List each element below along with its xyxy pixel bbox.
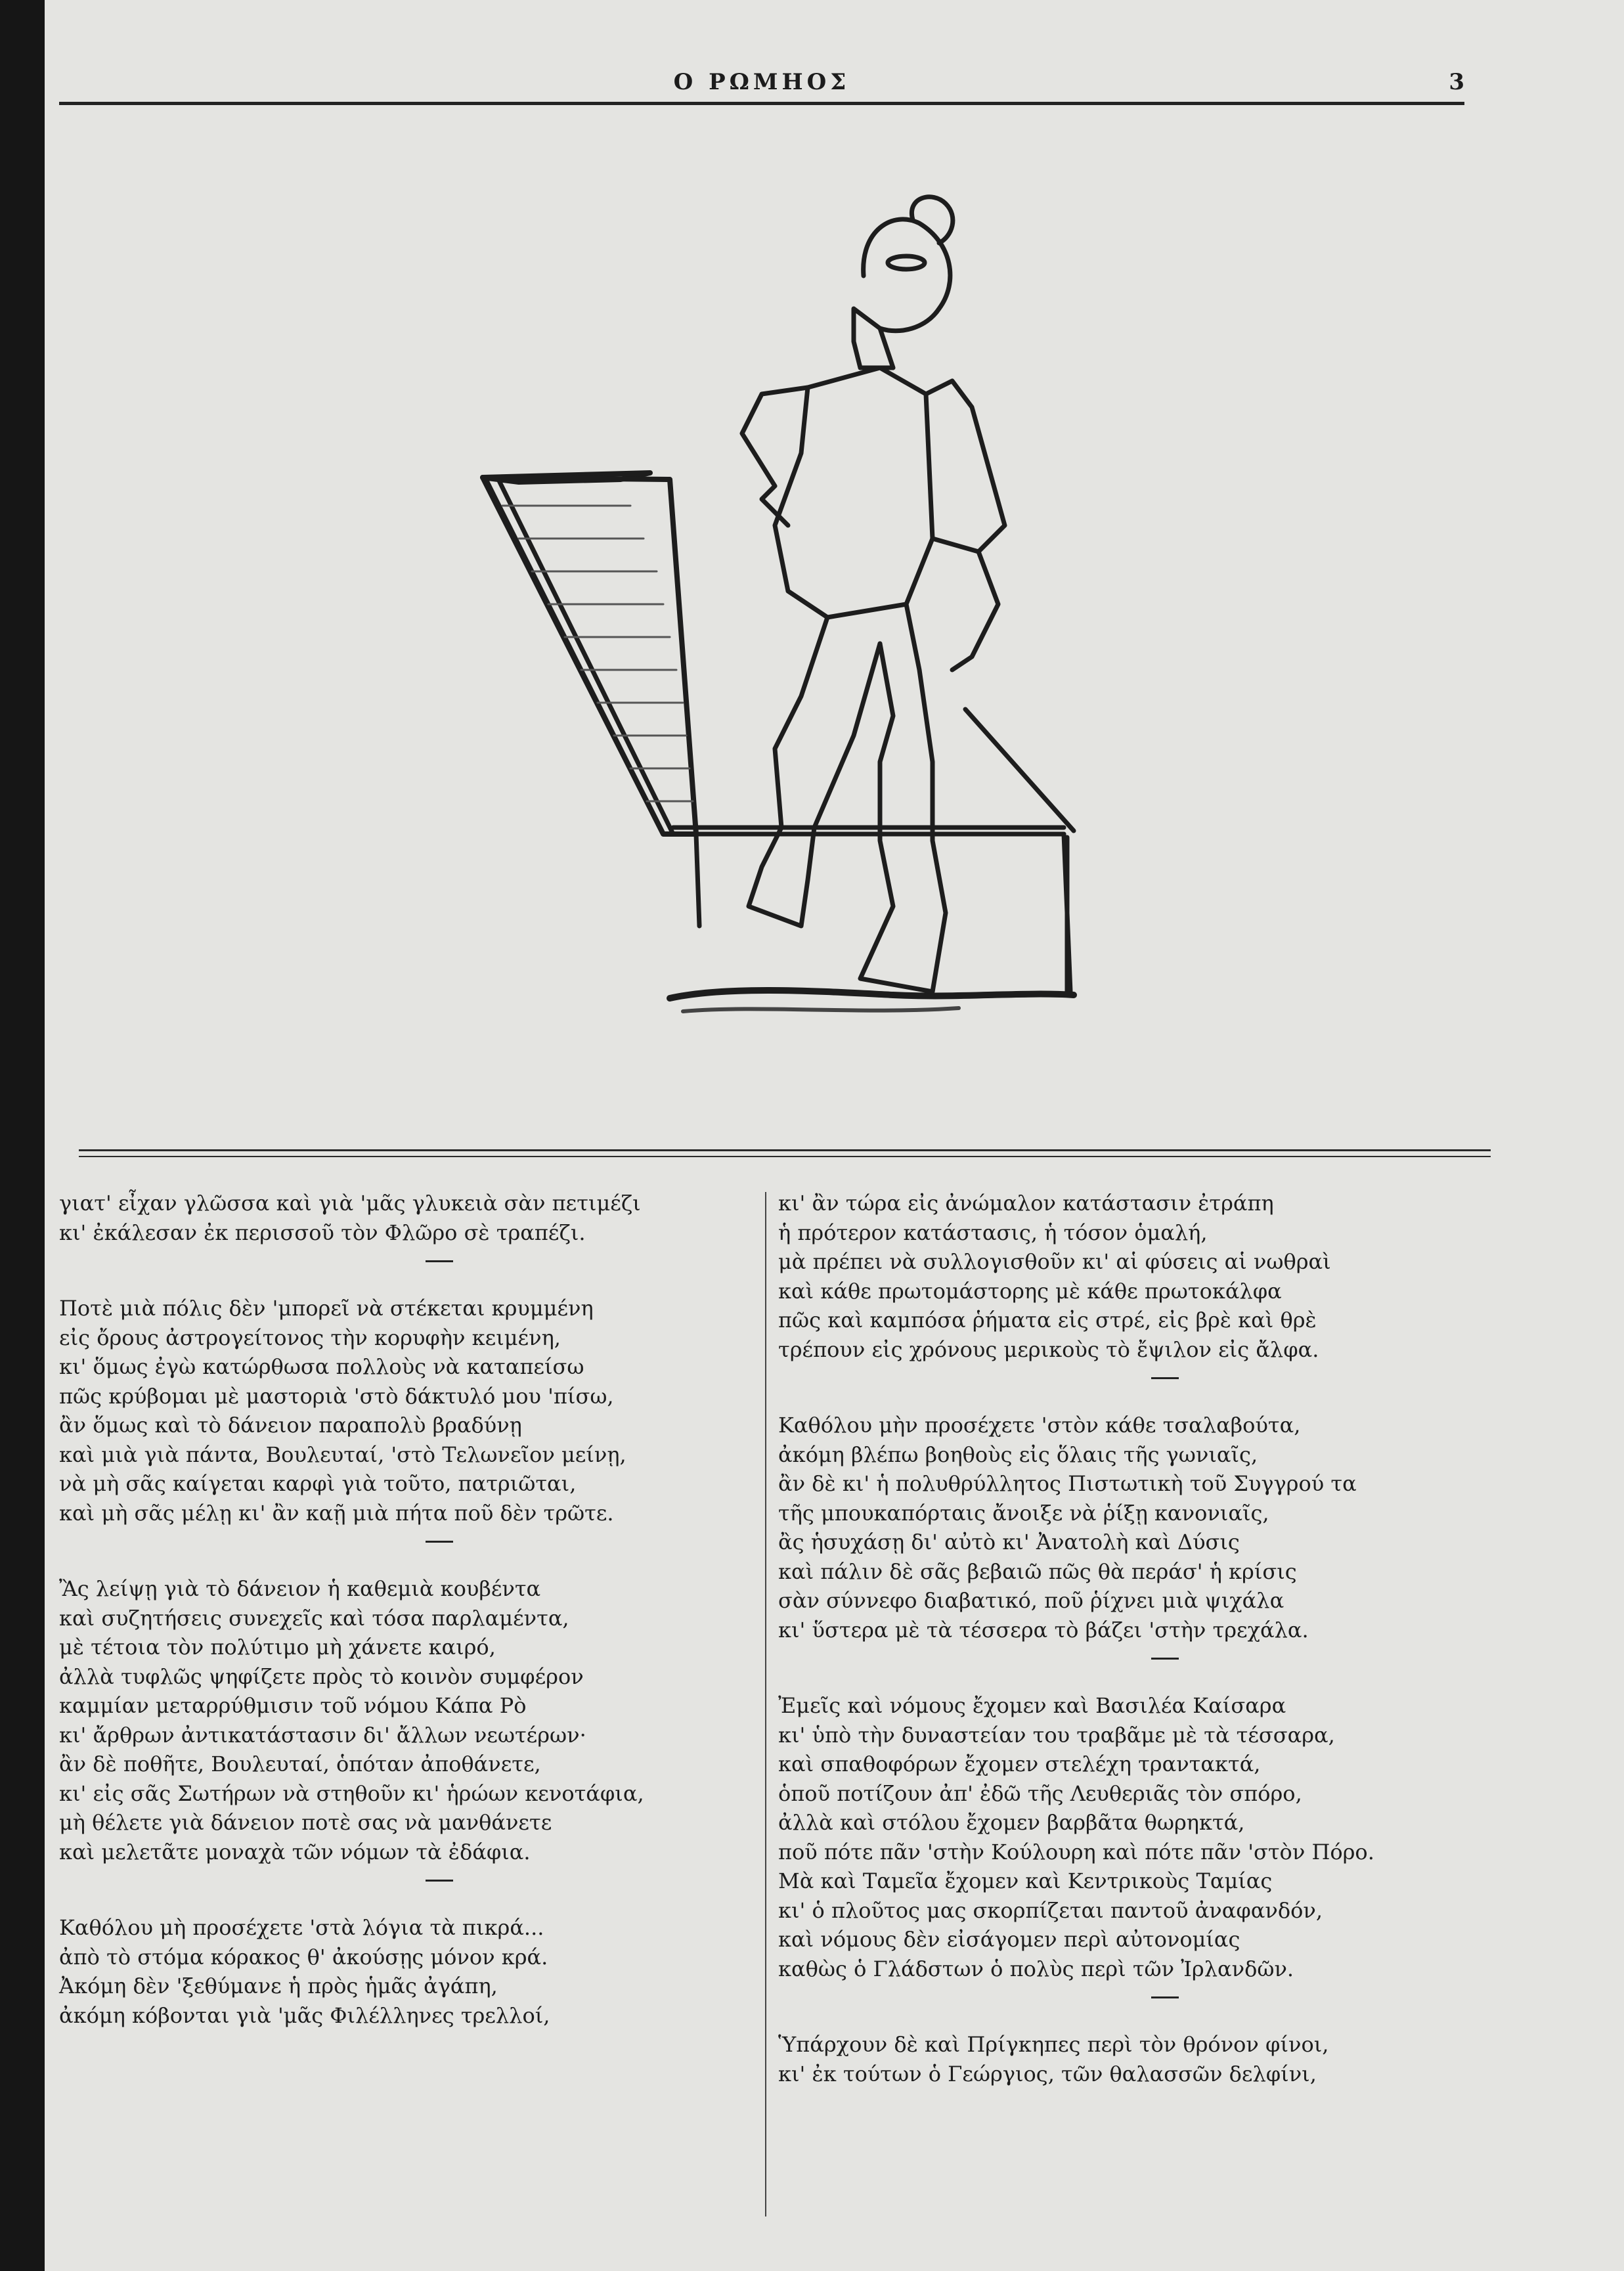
stanza <box>778 1691 1435 1983</box>
verse-line: κι' ἐκ τούτων ὁ Γεώργιος, τῶν θαλασσῶν δελφίνι, <box>778 2061 1317 2086</box>
stanza <box>59 1189 716 1247</box>
verse-line: κι' ὅμως ἐγὼ κατώρθωσα πολλοὺς νὰ καταπείσω <box>59 1354 584 1379</box>
stanza-separator <box>426 1260 453 1262</box>
verse-line: καὶ σπαθοφόρων ἔχομεν στελέχη τραντακτά, <box>778 1752 1261 1776</box>
verse-line: Ἂς λείψῃ γιὰ τὸ δάνειον ἡ καθεμιὰ κουβέντα <box>59 1576 541 1601</box>
stanza-separator <box>1151 1996 1179 1998</box>
verse-line: καὶ κάθε πρωτομάστορης μὲ κάθε πρωτοκάλφα <box>778 1278 1282 1304</box>
verse-line: ἂς ἡσυχάσῃ δι' αὐτὸ κι' Ἀνατολὴ καὶ Δύσις <box>778 1530 1240 1554</box>
verse-line: γιατ' εἶχαν γλῶσσα καὶ γιὰ 'μᾶς γλυκειὰ σὰν πετιμέζι <box>59 1191 641 1216</box>
verse-line: μὴ θέλετε γιὰ δάνειον ποτὲ σας νὰ μανθάνετε <box>59 1810 552 1835</box>
verse-line: καὶ μελετᾶτε μοναχὰ τῶν νόμων τὰ ἐδάφια. <box>59 1839 531 1864</box>
verse-line: ἀπὸ τὸ στόμα κόρακος θ' ἀκούσῃς μόνον κρά. <box>59 1944 548 1970</box>
stanza-separator <box>1151 1377 1179 1379</box>
verse-line: Καθόλου μὴ προσέχετε 'στὰ λόγια τὰ πικρά... <box>59 1915 544 1940</box>
verse-line: καὶ μιὰ γιὰ πάντα, Βουλευταί, 'στὸ Τελωνεῖον μείνῃ, <box>59 1442 626 1467</box>
verse-line: τῆς μπουκαπόρταις ἄνοιξε νὰ ῥίξῃ κανονιαῖς, <box>778 1500 1269 1526</box>
verse-line: ποῦ πότε πᾶν 'στὴν Κούλουρη καὶ πότε πᾶν 'στὸν Πόρο. <box>778 1839 1374 1864</box>
verse-line: κι' ἄρθρων ἀντικατάστασιν δι' ἄλλων νεωτέρων· <box>59 1722 586 1748</box>
verse-line: ἂν δὲ κι' ἡ πολυθρύλλητος Πιστωτικὴ τοῦ Συγγρού τα <box>778 1471 1357 1496</box>
masthead-title: Ο ΡΩΜΗΟΣ <box>673 69 850 95</box>
page-number: 3 <box>1449 69 1464 95</box>
verse-line: πῶς καὶ καμπόσα ῥήματα εἰς στρέ, εἰς βρὲ καὶ θρὲ <box>778 1308 1317 1333</box>
verse-line: καὶ νόμους δὲν εἰσάγομεν περὶ αὐτονομίας <box>778 1927 1240 1952</box>
stanza <box>59 1574 716 1866</box>
verse-line: ἀλλὰ καὶ στόλου ἔχομεν βαρβᾶτα θωρηκτά, <box>778 1810 1245 1835</box>
verse-line: Καθόλου μὴν προσέχετε 'στὸν κάθε τσαλαβούτα, <box>778 1413 1301 1438</box>
figure-drawing <box>742 197 1005 992</box>
verse-line: ἀλλὰ τυφλῶς ψηφίζετε πρὸς τὸ κοινὸν συμφέρον <box>59 1664 584 1689</box>
verse-line: νὰ μὴ σᾶς καίγεται καρφὶ γιὰ τοῦτο, πατριῶται, <box>59 1471 577 1496</box>
verse-line: κι' ὁ πλοῦτος μας σκορπίζεται παντοῦ ἀναφανδόν, <box>778 1897 1323 1923</box>
verse-line: καθὼς ὁ Γλάδστων ὁ πολὺς περὶ τῶν Ἰρλανδῶν. <box>778 1956 1294 1981</box>
header-rule <box>59 102 1464 105</box>
verse-line: ἂν δὲ ποθῆτε, Βουλευταί, ὁπόταν ἀποθάνετε, <box>59 1752 541 1776</box>
verse-line: Μὰ καὶ Ταμεῖα ἔχομεν καὶ Κεντρικοὺς Ταμίας <box>778 1868 1273 1893</box>
section-divider <box>79 1149 1491 1157</box>
cartoon-illustration <box>433 171 1169 1038</box>
verse-line: ὁποῦ ποτίζουν ἀπ' ἐδῶ τῆς Λευθεριᾶς τὸν σπόρο, <box>778 1780 1302 1806</box>
verse-line: πῶς κρύβομαι μὲ μαστοριὰ 'στὸ δάκτυλό μου 'πίσω, <box>59 1383 614 1409</box>
text-column-left <box>59 1189 716 2030</box>
stanza-separator <box>1151 1658 1179 1660</box>
stanza <box>59 1913 716 2030</box>
verse-line: κι' ἐκάλεσαν ἐκ περισσοῦ τὸν Φλῶρο σὲ τραπέζι. <box>59 1220 586 1245</box>
stanza <box>778 1189 1435 1364</box>
verse-line: Ἀκόμη δὲν 'ξεθύμανε ἡ πρὸς ἡμᾶς ἀγάπη, <box>59 1973 498 1998</box>
verse-line: ἀκόμη βλέπω βοηθοὺς εἰς ὅλαις τῆς γωνιαῖς, <box>778 1442 1258 1467</box>
verse-line: κι' ἂν τώρα εἰς ἀνώμαλον κατάστασιν ἐτράπη <box>778 1191 1274 1216</box>
stanza <box>59 1294 716 1528</box>
verse-line: καὶ πάλιν δὲ σᾶς βεβαιῶ πῶς θὰ περάσ' ἡ κρίσις <box>778 1558 1297 1584</box>
verse-line: κι' ὕστερα μὲ τὰ τέσσερα τὸ βάζει 'στὴν τρεχάλα. <box>778 1617 1309 1643</box>
verse-line: κι' εἰς σᾶς Σωτήρων νὰ στηθοῦν κι' ἡρώων κενοτάφια, <box>59 1780 644 1806</box>
verse-line: Ἐμεῖς καὶ νόμους ἔχομεν καὶ Βασιλέα Καίσαρα <box>778 1693 1286 1718</box>
verse-line: τρέπουν εἰς χρόνους μερικοὺς τὸ ἔψιλον εἰς ἄλφα. <box>778 1336 1319 1362</box>
stanza-separator <box>426 1880 453 1882</box>
stanza-separator <box>426 1541 453 1543</box>
stanza <box>778 2030 1435 2088</box>
text-column-right <box>778 1189 1435 2088</box>
verse-line: ἀκόμη κόβονται γιὰ 'μᾶς Φιλέλληνες τρελλοί, <box>59 2002 550 2028</box>
verse-line: ἡ πρότερον κατάστασις, ἡ τόσον ὁμαλή, <box>778 1220 1208 1245</box>
verse-line: μὰ πρέπει νὰ συλλογισθοῦν κι' αἱ φύσεις αἱ νωθραὶ <box>778 1249 1331 1274</box>
verse-line: καμμίαν μεταρρύθμισιν τοῦ νόμου Κάπα Ρὸ <box>59 1693 527 1718</box>
verse-line: σὰν σύννεφο διαβατικό, ποῦ ῥίχνει μιὰ ψιχάλα <box>778 1588 1284 1613</box>
verse-line: καὶ μὴ σᾶς μέλῃ κι' ἂν καῇ μιὰ πήτα ποῦ δὲν τρῶτε. <box>59 1500 614 1526</box>
verse-line: κι' ὑπὸ τὴν δυναστείαν του τραβᾶμε μὲ τὰ τέσσαρα, <box>778 1722 1335 1748</box>
stanza <box>778 1411 1435 1644</box>
verse-line: μὲ τέτοια τὸν πολύτιμο μὴ χάνετε καιρό, <box>59 1635 496 1660</box>
column-divider <box>765 1192 766 2216</box>
verse-line: Ποτὲ μιὰ πόλις δὲν 'μπορεῖ νὰ στέκεται κρυμμένη <box>59 1296 594 1321</box>
verse-line: ἂν ὅμως καὶ τὸ δάνειον παραπολὺ βραδύνῃ <box>59 1413 522 1438</box>
verse-line: Ὑπάρχουν δὲ καὶ Πρίγκηπες περὶ τὸν θρόνον φίνοι, <box>778 2032 1329 2057</box>
verse-line: εἰς ὄρους ἀστρογείτονος τὴν κορυφὴν κειμένη, <box>59 1325 561 1350</box>
book-binding-edge <box>0 0 45 2271</box>
verse-line: καὶ συζητήσεις συνεχεῖς καὶ τόσα παρλαμέντα, <box>59 1605 569 1631</box>
